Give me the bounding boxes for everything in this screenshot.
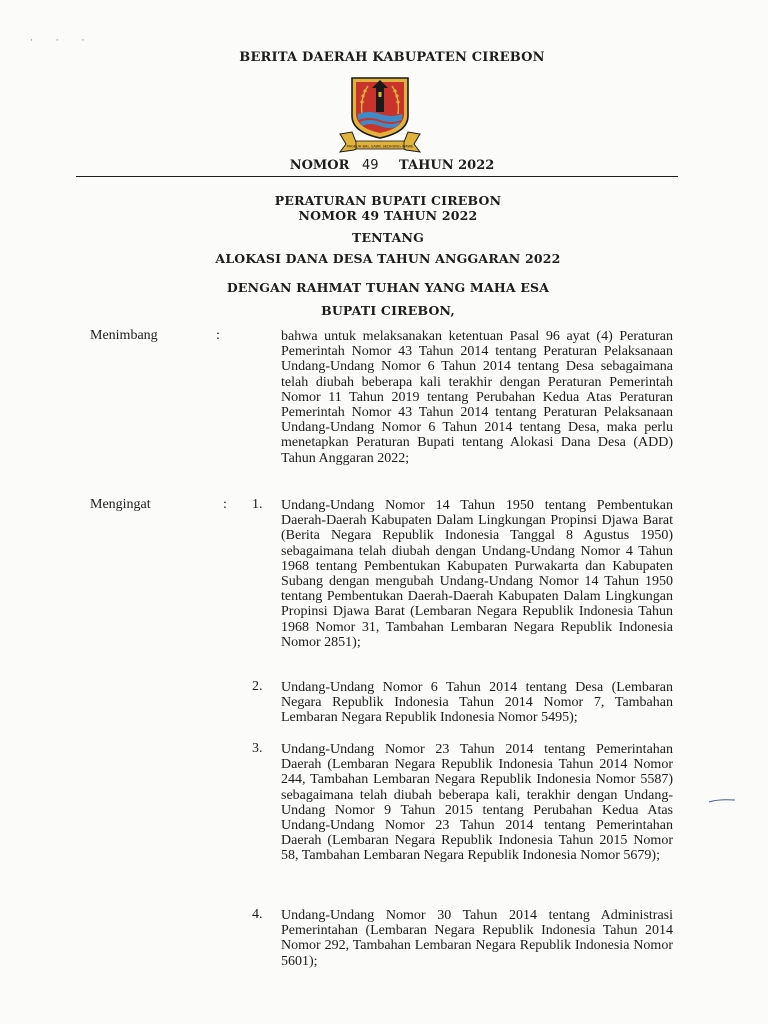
scan-specks: · · · [30, 36, 95, 46]
menimbang-text: bahwa untuk melaksanakan ketentuan Pasal 96 ayat (4) Peraturan Pemerintah Nomor 43 Tahun 2014 tentang Peraturan Pelaksanaan Undang-Undang Nomor 6 Tahun 2014 tentang Desa sebagaimana telah diubah beberapa kali terakhir dengan Peraturan Pemerintah Nomor 11 Tahun 2019 tentang Perubahan Kedua Atas Peraturan Pemerintah Nomor 43 Tahun 2014 tentang Peraturan Pelaksanaan Undang-Undang Nomor 6 Tahun 2014 tentang Desa, maka perlu menetapkan Peraturan Bupati tentang Alokasi Dana Desa (ADD) Tahun Anggaran 2022; [281, 329, 673, 466]
regulation-number: NOMOR 49 TAHUN 2022 [298, 208, 478, 223]
nomor-label: NOMOR [289, 158, 350, 173]
mengingat-label: Mengingat [90, 497, 151, 512]
seal-motto: PAGEUH BAL GAWE SEDHUNG WAWE [346, 144, 414, 149]
mengingat-item-4-number: 4. [252, 907, 263, 922]
gazette-title: BERITA DAERAH KABUPATEN CIREBON [239, 50, 545, 65]
mengingat-colon: : [223, 497, 227, 512]
mengingat-item-3-text: Undang-Undang Nomor 23 Tahun 2014 tentang Pemerintahan Daerah (Lembaran Negara Republik Indonesia Tahun 2014 Nomor 244, Tambahan Lembaran Negara Republik Indonesia Nomor 5587) sebagaimana telah diubah beberapa kali, terakhir dengan Undang-Undang Nomor 9 Tahun 2015 tentang Perubahan Kedua Atas Undang-Undang Nomor 23 Tahun 2014 tentang Pemerintahan Daerah (Lembaran Negara Republik Indonesia Tahun 2015 Nomor 58, Tambahan Lembaran Negara Republik Indonesia Nomor 5679); [281, 742, 673, 864]
mengingat-item-2-number: 2. [252, 679, 263, 694]
regulation-issuer: BUPATI CIREBON, [321, 303, 455, 318]
mengingat-item-1-text: Undang-Undang Nomor 14 Tahun 1950 tentang Pembentukan Daerah-Daerah Kabupaten Dalam Lingkungan Propinsi Djawa Barat (Berita Negara Republik Indonesia Tanggal 8 Agustus 1950) sebagaimana telah diubah dengan Undang-Undang Nomor 4 Tahun 1968 tentang Pembentukan Kabupaten Purwakarta dan Kabupaten Subang dengan mengubah Undang-Undang Nomor 14 Tahun 1950 tentang Pembentukan Daerah-Daerah Kabupaten Dalam Lingkungan Propinsi Djawa Barat (Lembaran Negara Republik Indonesia Tahun 1968 Nomor 31, Tambahan Lembaran Negara Republik Indonesia Nomor 2851); [281, 498, 673, 650]
nomor-value: 49 [361, 158, 379, 173]
pen-mark-icon [708, 798, 736, 804]
mengingat-item-4-text: Undang-Undang Nomor 30 Tahun 2014 tentang Administrasi Pemerintahan (Lembaran Negara Republik Indonesia Tahun 2014 Nomor 292, Tambahan Lembaran Negara Republik Indonesia Nomor 5601); [281, 908, 673, 969]
regulation-title: PERATURAN BUPATI CIREBON [274, 193, 502, 208]
menimbang-colon: : [216, 328, 220, 343]
gazette-number-line [0, 158, 768, 173]
menimbang-label: Menimbang [90, 328, 158, 343]
regulation-subject: ALOKASI DANA DESA TAHUN ANGGARAN 2022 [215, 251, 561, 266]
mengingat-item-3-number: 3. [252, 741, 263, 756]
regulation-tentang: TENTANG [351, 230, 425, 245]
mengingat-item-2-text: Undang-Undang Nomor 6 Tahun 2014 tentang Desa (Lembaran Negara Republik Indonesia Tahun 2014 Nomor 7, Tambahan Lembaran Negara Republik Indonesia Nomor 5495); [281, 680, 673, 726]
regulation-preamble: DENGAN RAHMAT TUHAN YANG MAHA ESA [226, 280, 550, 295]
tahun-label: TAHUN 2022 [399, 158, 495, 173]
header-divider [76, 176, 678, 177]
mengingat-item-1-number: 1. [252, 497, 263, 512]
kabupaten-cirebon-seal-icon [336, 72, 424, 158]
